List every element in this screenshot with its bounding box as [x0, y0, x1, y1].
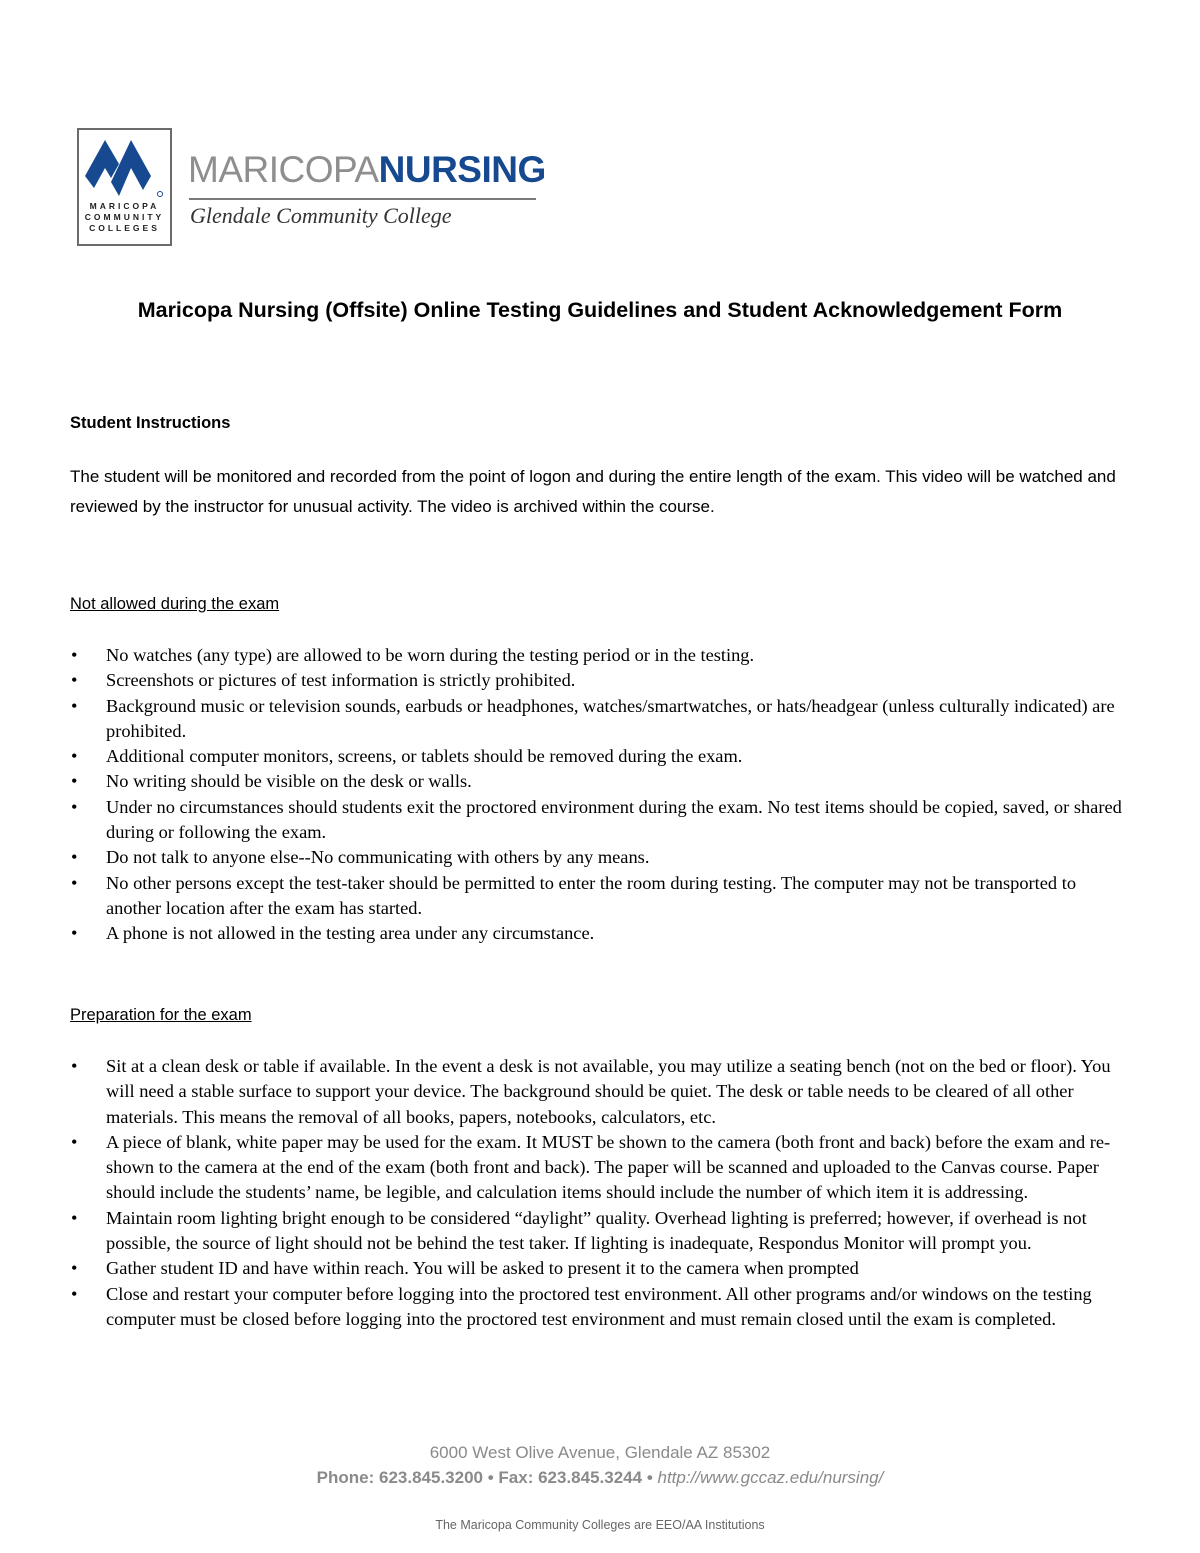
list-item: • Under no circumstances should students exit the proctored environment during the exam. No test items should be copied, saved, or shared during or following the exam. [71, 796, 1122, 843]
brand-name: MARICOPANURSING [188, 149, 546, 190]
footer-contact [0, 1468, 1200, 1488]
list-item: • Gather student ID and have within reach. You will be asked to present it to the camera when prompted [71, 1258, 859, 1279]
not-allowed-list [70, 643, 1130, 947]
not-allowed-heading: Not allowed during the exam [70, 595, 280, 613]
separator: • [646, 1468, 653, 1487]
footer-url-link[interactable]: http://www.gccaz.edu/nursing/ [657, 1468, 884, 1487]
list-item: • Maintain room lighting bright enough to be considered “daylight” quality. Overhead lighting is preferred; however, if overhead is not possible, the source of light should not be behind the test taker. If lighting is inadequate, Respondus Monitor will prompt you. [71, 1207, 1087, 1254]
list-item: • A piece of blank, white paper may be used for the exam. It MUST be shown to the camera (both front and back) before the exam and re-shown to the camera at the end of the exam (both front and back). The paper will be scanned and uploaded to the Canvas course. Paper should include the students’ name, be legible, and calculation items should include the number of which item it is addressing. [71, 1131, 1111, 1203]
list-item: • Additional computer monitors, screens, or tablets should be removed during the exam. [71, 746, 743, 767]
mountain-m-icon [85, 138, 165, 200]
student-instructions-heading: Student Instructions [70, 414, 231, 432]
college-name: Glendale Community College [190, 203, 452, 228]
page-title: Maricopa Nursing (Offsite) Online Testing Guidelines and Student Acknowledgement Form [137, 298, 1063, 322]
list-item: • No writing should be visible on the desk or walls. [71, 771, 472, 792]
list-item: • Close and restart your computer before logging into the proctored test environment. All other programs and/or windows on the testing computer must be closed before logging into the proctored test environment and must remain closed until the exam is completed. [71, 1283, 1092, 1329]
list-item: • No watches (any type) are allowed to be worn during the testing period or in the testing. [71, 645, 755, 665]
footer-address: 6000 West Olive Avenue, Glendale AZ 85302 [429, 1443, 771, 1462]
list-item: • Sit at a clean desk or table if available. In the event a desk is not available, you may utilize a seating bench (not on the bed or floor). You will need a stable surface to support your device. The background should be quiet. The desk or table needs to be cleared of all other materials. This means the removal of all books, papers, notebooks, calculators, etc. [71, 1056, 1111, 1127]
list-item: • A phone is not allowed in the testing area under any circumstance. [71, 923, 595, 944]
footer-phone: Phone: 623.845.3200 [316, 1468, 483, 1487]
footer-eeo: The Maricopa Community Colleges are EEO/AA Institutions [435, 1518, 765, 1532]
brand-divider [189, 198, 536, 200]
preparation-heading: Preparation for the exam [70, 1006, 252, 1024]
footer-fax: Fax: 623.845.3244 [498, 1468, 643, 1487]
separator: • [487, 1468, 494, 1487]
list-item: • Background music or television sounds, earbuds or headphones, watches/smartwatches, or hats/headgear (unless culturally indicated) are prohibited. [71, 695, 1115, 741]
student-instructions-text: The student will be monitored and recorded from the point of logon and during the entire length of the exam. This video will be watched and reviewed by the instructor for unusual activity. The video is archived within the course. [70, 467, 1116, 516]
maricopa-logo-mark [77, 128, 172, 246]
list-item: • Screenshots or pictures of test information is strictly prohibited. [71, 670, 576, 691]
list-item: • Do not talk to anyone else--No communicating with others by any means. [71, 847, 650, 868]
list-item: • No other persons except the test-taker should be permitted to enter the room during testing. The computer may not be transported to another location after the exam has started. [71, 872, 1077, 918]
preparation-list [70, 1054, 1130, 1332]
logo-wordmark: MARICOPA COMMUNITY COLLEGES [84, 201, 165, 233]
